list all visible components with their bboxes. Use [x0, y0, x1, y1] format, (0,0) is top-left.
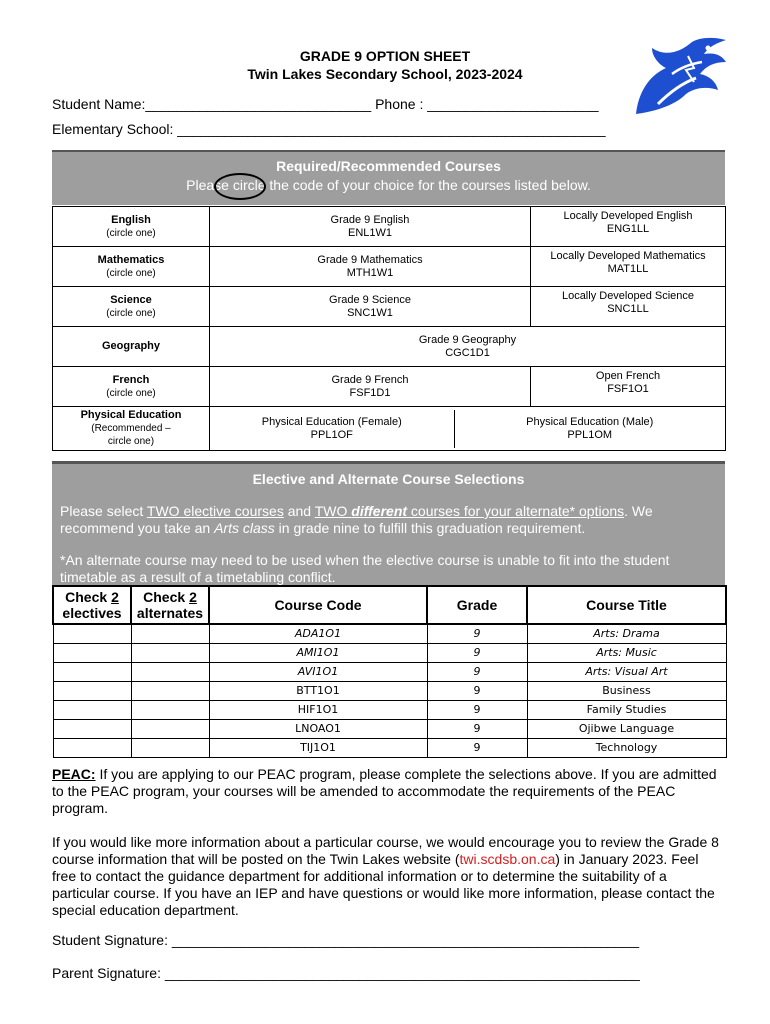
table-row: HIF1O1 9 Family Studies	[53, 700, 726, 719]
math-label: Mathematics (circle one)	[53, 247, 210, 287]
info-paragraph: If you would like more information about a particular course, we would encourage you to review the Grade 8 course information that will be posted on the Twin Lakes website (twi.scdsb.on.ca) in January 2023. Feel free to contact the guidance department for additional information or to determine the suitability of a particular course. If you have an IEP and have questions or would like more information, please contact the special education department.	[52, 834, 719, 918]
required-courses-table	[52, 206, 726, 451]
english-label: English (circle one)	[53, 207, 210, 247]
geography-row	[53, 327, 726, 367]
pe-label: Physical Education (Recommended – circle one)	[53, 407, 210, 451]
science-option-grade9[interactable]: Grade 9 Science SNC1W1	[210, 287, 531, 327]
math-option-grade9[interactable]: Grade 9 Mathematics MTH1W1	[210, 247, 531, 287]
table-row: AVI1O1 9 Arts: Visual Art	[53, 662, 726, 681]
required-instruction: Please circle the code of your choice for the courses listed below.	[186, 177, 591, 193]
math-option-locally-developed[interactable]: Locally Developed Mathematics MAT1LL	[531, 247, 726, 287]
col-check-electives: Check 2 electives	[53, 586, 131, 624]
alternate-checkbox[interactable]	[131, 624, 209, 643]
table-row: ADA1O1 9 Arts: Drama	[53, 624, 726, 643]
math-row	[53, 247, 726, 287]
alternate-note: *An alternate course may need to be used when the elective course is unable to fit into the student timetable as a result of a timetabling conflict.	[60, 552, 670, 585]
alternate-checkbox[interactable]	[131, 681, 209, 700]
french-row	[53, 367, 726, 407]
elective-checkbox[interactable]	[53, 624, 131, 643]
school-subtitle: Twin Lakes Secondary School, 2023-2024	[247, 66, 523, 82]
pe-option-male[interactable]: Physical Education (Male) PPL1OM	[526, 415, 654, 441]
elective-heading: Elective and Alternate Course Selections	[252, 471, 525, 487]
col-grade: Grade	[427, 586, 527, 624]
required-courses-banner	[52, 150, 725, 205]
table-row: BTT1O1 9 Business	[53, 681, 726, 700]
geography-label: Geography	[53, 327, 210, 367]
elective-checkbox[interactable]	[53, 700, 131, 719]
alternate-checkbox[interactable]	[131, 662, 209, 681]
alternate-checkbox[interactable]	[131, 700, 209, 719]
col-check-alternates: Check 2 alternates	[131, 586, 209, 624]
pe-row	[53, 407, 726, 451]
elective-checkbox[interactable]	[53, 643, 131, 662]
french-option-grade9[interactable]: Grade 9 French FSF1D1	[210, 367, 531, 407]
elective-checkbox[interactable]	[53, 681, 131, 700]
french-label: French (circle one)	[53, 367, 210, 407]
science-label: Science (circle one)	[53, 287, 210, 327]
parent-signature-line[interactable]: Parent Signature: _____________________________________________________________	[52, 965, 640, 981]
page-title: GRADE 9 OPTION SHEET	[299, 48, 471, 64]
website-link[interactable]: twi.scdsb.on.ca	[459, 851, 556, 867]
col-course-code: Course Code	[209, 586, 427, 624]
elective-banner	[52, 461, 725, 585]
table-row: AMI1O1 9 Arts: Music	[53, 643, 726, 662]
alternate-checkbox[interactable]	[131, 643, 209, 662]
pe-option-female[interactable]: Physical Education (Female) PPL1OF	[210, 410, 454, 448]
english-option-locally-developed[interactable]: Locally Developed English ENG1LL	[531, 207, 726, 247]
circle-annotation-icon	[214, 173, 266, 200]
english-option-grade9[interactable]: Grade 9 English ENL1W1	[210, 207, 531, 247]
required-heading: Required/Recommended Courses	[276, 158, 501, 174]
student-name-phone-line[interactable]: Student Name:_____________________________ Phone : ______________________	[52, 96, 599, 112]
elective-checkbox[interactable]	[53, 719, 131, 738]
elective-courses-table	[52, 585, 727, 758]
col-course-title: Course Title	[527, 586, 726, 624]
blue-hawk-logo-icon	[628, 34, 728, 118]
student-signature-line[interactable]: Student Signature: ____________________________________________________________	[52, 932, 640, 948]
geography-option[interactable]: Grade 9 Geography CGC1D1	[210, 327, 726, 367]
table-row: LNOAO1 9 Ojibwe Language	[53, 719, 726, 738]
elective-instructions: Please select TWO elective courses and TWO different courses for your alternate* options. We recommend you take an Arts class in grade nine to fulfill this graduation requirement.	[60, 503, 653, 536]
english-row	[53, 207, 726, 247]
elementary-school-line[interactable]: Elementary School: _______________________________________________________	[52, 121, 606, 137]
table-row: TIJ1O1 9 Technology	[53, 738, 726, 757]
alternate-checkbox[interactable]	[131, 719, 209, 738]
peac-paragraph: PEAC: If you are applying to our PEAC program, please complete the selections above. If you are admitted to the PEAC program, your courses will be amended to accommodate the requirements of the PEAC program.	[52, 766, 717, 816]
science-option-locally-developed[interactable]: Locally Developed Science SNC1LL	[531, 287, 726, 327]
science-row	[53, 287, 726, 327]
alternate-checkbox[interactable]	[131, 738, 209, 757]
french-option-open[interactable]: Open French FSF1O1	[531, 367, 726, 407]
elective-checkbox[interactable]	[53, 738, 131, 757]
elective-checkbox[interactable]	[53, 662, 131, 681]
